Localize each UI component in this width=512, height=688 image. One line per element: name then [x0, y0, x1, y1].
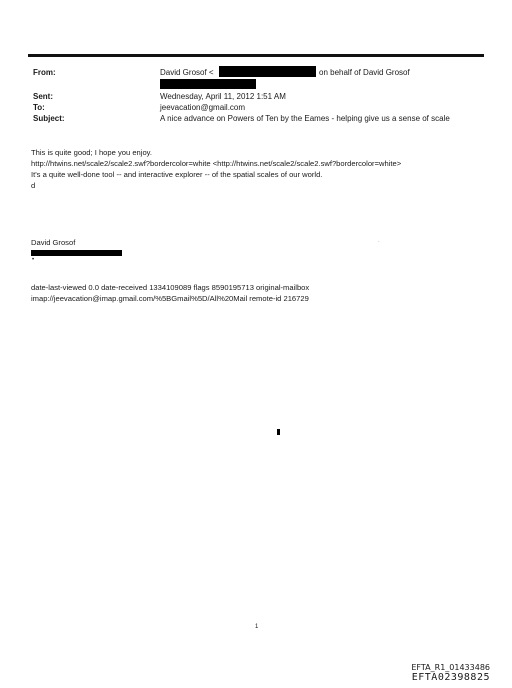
body-line-3: It's a quite well-done tool -- and interactive explorer -- of the spatial scales of our world.: [31, 170, 323, 179]
redaction-from-email: [219, 66, 316, 77]
body-line-1: This is quite good; I hope you enjoy.: [31, 148, 153, 157]
from-name: David Grosof <: [160, 68, 214, 77]
metadata-line-1: date-last-viewed 0.0 date-received 1334109089 flags 8590195713 original-mailbox: [31, 283, 310, 292]
redaction-signature: [31, 250, 122, 256]
sent-value: Wednesday, April 11, 2012 1:51 AM: [160, 92, 286, 101]
metadata-line-2: imap://jeevacation@imap.gmail.com/%5BGmail%5D/All%20Mail remote-id 216729: [31, 294, 309, 303]
body-link-line: http://htwins.net/scale2/scale2.swf?bordercolor=white <http://htwins.net/scale2/scale2.swf?bordercolor=white>: [31, 159, 402, 168]
to-value: jeevacation@gmail.com: [160, 103, 246, 112]
stray-mark: ·: [378, 239, 380, 245]
footer-id-1: EFTA_R1_01433486: [411, 663, 490, 672]
stray-mark-dot: [277, 429, 280, 435]
signature-bullet: •: [32, 257, 35, 263]
to-label: To:: [33, 103, 45, 112]
body-line-4: d: [31, 181, 36, 190]
header-rule: [28, 54, 484, 57]
footer-id-2: EFTA02398825: [411, 672, 490, 683]
sent-label: Sent:: [33, 92, 53, 101]
redaction-from-line2: [160, 79, 256, 89]
page-number: 1: [255, 624, 259, 630]
signature-name: David Grosof: [31, 238, 76, 247]
from-suffix: on behalf of David Grosof: [319, 68, 410, 77]
subject-label: Subject:: [33, 114, 65, 123]
subject-value: A nice advance on Powers of Ten by the Eames - helping give us a sense of scale: [160, 114, 450, 123]
from-label: From:: [33, 68, 56, 77]
